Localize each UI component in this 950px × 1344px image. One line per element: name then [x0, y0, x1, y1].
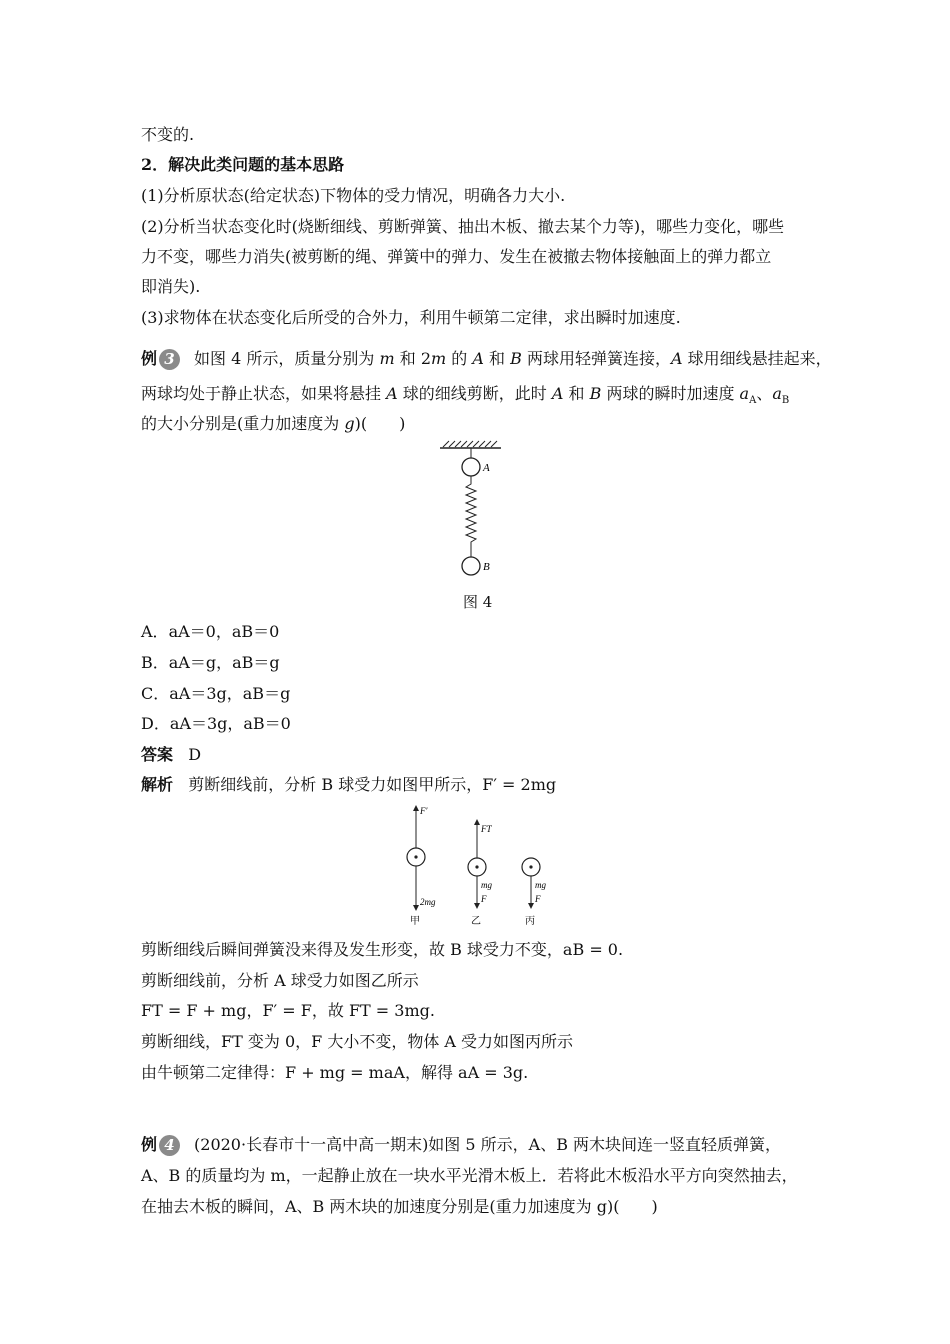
svg-text:FT: FT	[481, 824, 492, 834]
text-line: 不变的.	[141, 125, 195, 144]
svg-text:丙: 丙	[525, 916, 535, 927]
svg-text:mg: mg	[535, 880, 546, 890]
answer-line: 答案 D	[141, 745, 202, 764]
example-4-line-1: 例 4 (2020·长春市十一高中高一期末)如图 5 所示，A、B 两木块间连一竖直轻质弹簧，	[141, 1135, 782, 1154]
analysis-line-6: 由牛顿第二定律得：F + mg = maA，解得 aA = 3g.	[141, 1063, 529, 1082]
option-c: C．aA＝3g，aB＝g	[141, 684, 291, 703]
option-a: A．aA＝0，aB＝0	[141, 622, 280, 641]
text-line: (2)分析当状态变化时(烧断细线、剪断弹簧、抽出木板、撤去某个力等)，哪些力变化，哪些	[141, 217, 785, 236]
diagram-bing	[522, 858, 546, 927]
svg-text:F: F	[481, 894, 487, 904]
text-line: 即消失).	[141, 277, 201, 296]
example-3-line-1: 例 3 如图 4 所示，质量分别为 m 和 2m 的 A 和 B 两球用轻弹簧连接，A 球用细线悬挂起来，	[141, 349, 832, 368]
svg-text:mg: mg	[481, 880, 492, 890]
spring	[466, 476, 476, 557]
ball-a	[462, 458, 480, 476]
analysis-line-2: 剪断细线后瞬间弹簧没来得及发生形变，故 B 球受力不变，aB = 0.	[141, 940, 624, 959]
option-b: B．aA＝g，aB＝g	[141, 653, 280, 672]
example-3-line-2: 两球均处于静止状态，如果将悬挂 A 球的细线剪断，此时 A 和 B 两球的瞬时加速度 $a_A$、$a_B$	[141, 384, 790, 407]
figure-4-diagram	[435, 440, 525, 585]
text-line: 力不变，哪些力消失(被剪断的绳、弹簧中的弹力、发生在被撤去物体接触面上的弹力都立	[141, 247, 772, 266]
option-d: D．aA＝3g，aB＝0	[141, 714, 291, 733]
text-line: (3)求物体在状态变化后所受的合外力，利用牛顿第二定律，求出瞬时加速度.	[141, 308, 681, 327]
section-heading: 2．解决此类问题的基本思路	[141, 155, 345, 174]
svg-text:2mg: 2mg	[420, 897, 436, 907]
diagram-yi	[468, 822, 492, 927]
ball-a-label: A	[483, 462, 490, 474]
example-badge: 例 4	[141, 1134, 180, 1156]
text-line: (1)分析原状态(给定状态)下物体的受力情况，明确各力大小.	[141, 186, 566, 205]
example-number-icon: 3	[159, 349, 180, 370]
svg-text:F′: F′	[420, 806, 428, 816]
svg-text:乙: 乙	[471, 916, 481, 927]
analysis-line-1: 解析 剪断细线前，分析 B 球受力如图甲所示，F′ = 2mg	[141, 775, 557, 794]
analysis-line-5: 剪断细线，FT 变为 0，F 大小不变，物体 A 受力如图丙所示	[141, 1032, 574, 1051]
example-number-icon: 4	[159, 1135, 180, 1156]
figure-caption: 图 4	[463, 593, 493, 611]
ball-b	[462, 557, 480, 575]
svg-text:甲: 甲	[410, 916, 420, 927]
svg-text:F: F	[535, 894, 541, 904]
diagram-jia	[407, 806, 436, 927]
force-diagrams	[395, 800, 565, 930]
ceiling-hatch	[443, 441, 497, 447]
example-4-line-2: A、B 的质量均为 m，一起静止放在一块水平光滑木板上．若将此木板沿水平方向突然抽去，	[141, 1166, 798, 1185]
example-badge: 例 3	[141, 348, 180, 370]
ball-b-label: B	[483, 561, 490, 573]
example-4-line-3: 在抽去木板的瞬间，A、B 两木块的加速度分别是(重力加速度为 g)( )	[141, 1197, 658, 1216]
example-3-line-3: 的大小分别是(重力加速度为 g)( )	[141, 414, 406, 433]
analysis-line-3: 剪断细线前，分析 A 球受力如图乙所示	[141, 971, 419, 990]
analysis-line-4: FT = F + mg，F′ = F，故 FT = 3mg.	[141, 1001, 435, 1020]
